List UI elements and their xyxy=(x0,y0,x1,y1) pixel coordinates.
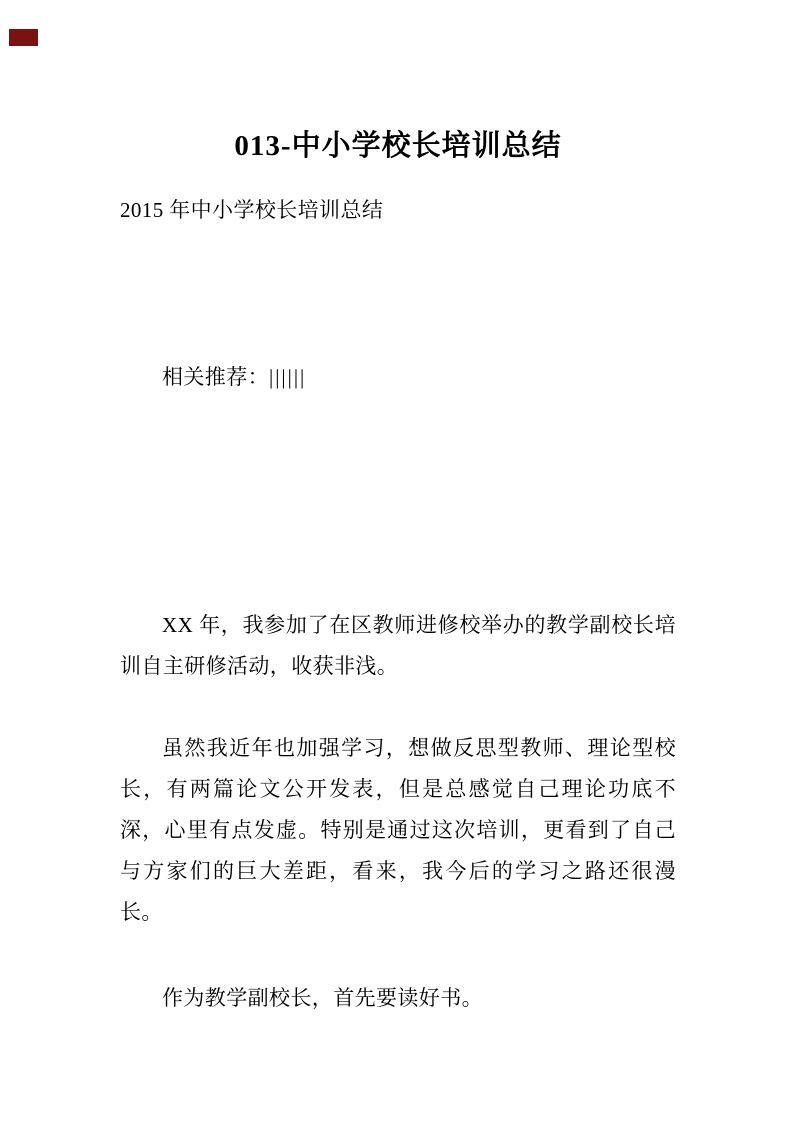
related-recommendations-links: |||||| xyxy=(269,365,307,389)
paragraph: XX 年，我参加了在区教师进修校举办的教学副校长培训自主研修活动，收获非浅。 xyxy=(120,613,676,678)
paragraph: 作为教学副校长，首先要读好书。 xyxy=(162,986,483,1010)
document-content xyxy=(0,124,793,1019)
document-subtitle: 2015 年中小学校长培训总结 xyxy=(120,198,384,222)
paragraph: 虽然我近年也加强学习，想做反思型教师、理论型校长，有两篇论文公开发表，但是总感觉自己理论功底不深，心里有点发虚。特别是通过这次培训，更看到了自己与方家们的巨大差距，看来，我今后的学习之路还很漫长。 xyxy=(120,736,676,924)
document-title: 013-中小学校长培训总结 xyxy=(234,130,562,162)
related-recommendations xyxy=(120,357,676,398)
corner-mark xyxy=(9,29,38,46)
related-recommendations-label: 相关推荐： xyxy=(162,365,269,389)
